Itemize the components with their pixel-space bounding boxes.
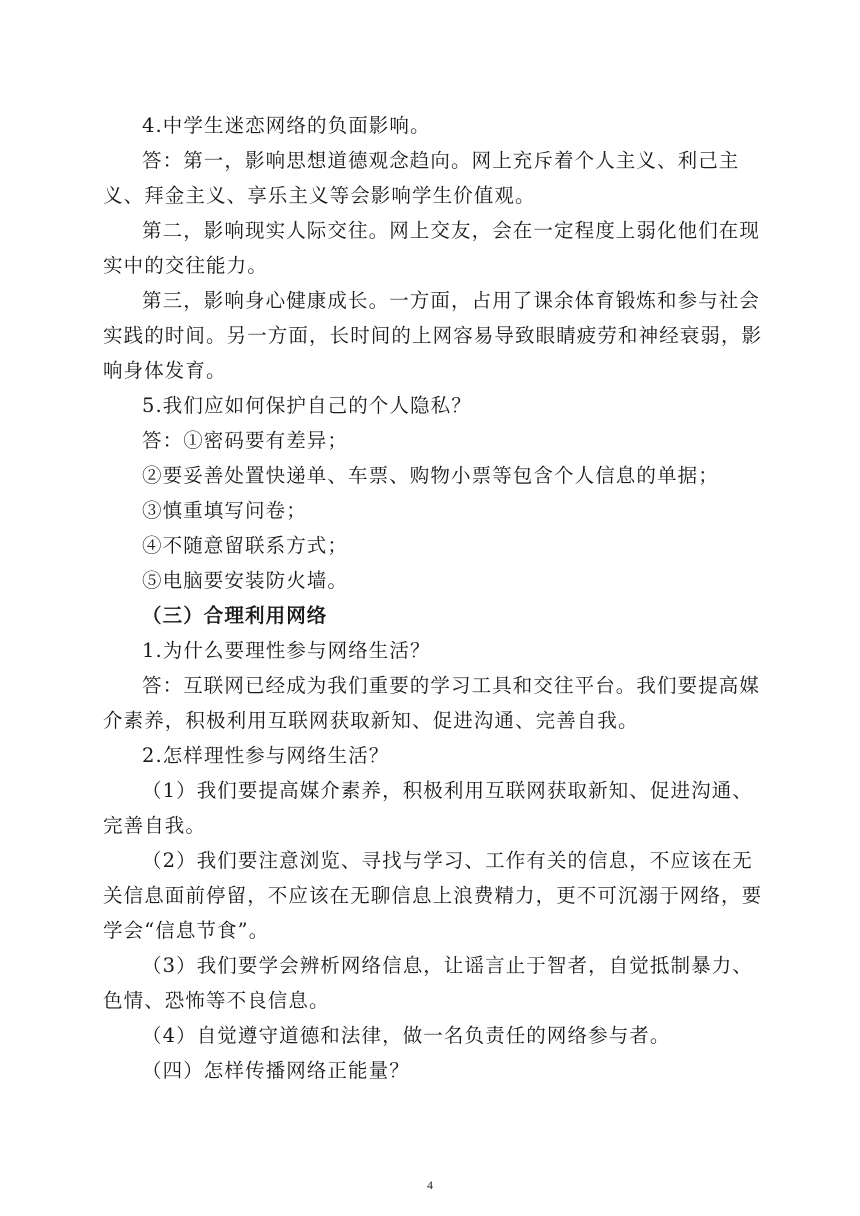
paragraph: （4）自觉遵守道德和法律，做一名负责任的网络参与者。 — [142, 1024, 671, 1047]
page-number: 4 — [427, 1178, 433, 1192]
paragraph: 第三，影响身心健康成长。一方面，占用了课余体育锻炼和参与社会实践的时间。另一方面，长时间的上网容易导致眼睛疲劳和神经衰弱，影响身体发育。 — [103, 289, 763, 382]
paragraph: 4.中学生迷恋网络的负面影响。 — [142, 114, 431, 137]
paragraph: （四）怎样传播网络正能量？ — [142, 1059, 410, 1082]
paragraph: 5.我们应如何保护自己的个人隐私？ — [142, 394, 472, 417]
paragraph: ④不随意留联系方式； — [142, 534, 349, 557]
paragraph: （2）我们要注意浏览、寻找与学习、工作有关的信息，不应该在无关信息面前停留，不应该在无聊信息上浪费精力，更不可沉溺于网络，要学会“信息节食”。 — [103, 849, 763, 942]
paragraph: （3）我们要学会辨析网络信息，让谣言止于智者，自觉抵制暴力、色情、恐怖等不良信息。 — [103, 954, 753, 1012]
document-body — [103, 108, 763, 1088]
paragraph: 1.为什么要理性参与网络生活？ — [142, 639, 431, 662]
paragraph: ⑤电脑要安装防火墙。 — [142, 569, 349, 592]
paragraph: 答：第一，影响思想道德观念趋向。网上充斥着个人主义、利己主义、拜金主义、享乐主义等会影响学生价值观。 — [103, 149, 740, 207]
paragraph: 答：①密码要有差异； — [142, 429, 349, 452]
paragraph: 答：互联网已经成为我们重要的学习工具和交往平台。我们要提高媒介素养，积极利用互联网获取新知、促进沟通、完善自我。 — [103, 674, 761, 732]
paragraph: 第二，影响现实人际交往。网上交友，会在一定程度上弱化他们在现实中的交往能力。 — [103, 219, 761, 277]
section-heading: （三）合理利用网络 — [142, 604, 328, 627]
paragraph: ③慎重填写问卷； — [142, 499, 307, 522]
paragraph: 2.怎样理性参与网络生活？ — [142, 744, 390, 767]
paragraph: ②要妥善处置快递单、车票、购物小票等包含个人信息的单据； — [142, 464, 719, 487]
paragraph: （1）我们要提高媒介素养，积极利用互联网获取新知、促进沟通、完善自我。 — [103, 779, 753, 837]
